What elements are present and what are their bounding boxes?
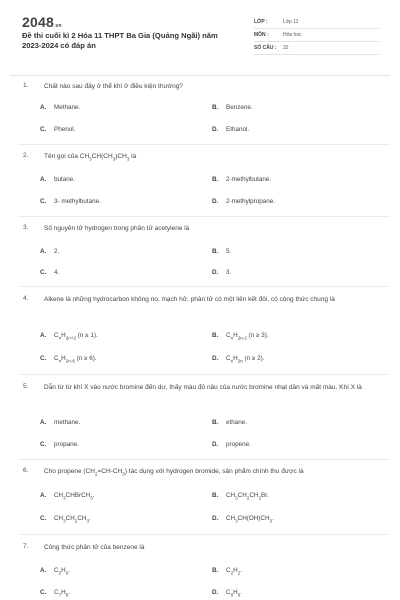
option-letter: B. — [212, 492, 219, 499]
option-text: $C_nH_{2n-2}$ (n ≥ 3). — [226, 332, 269, 341]
question-text: Công thức phân tử của benzene là — [44, 544, 145, 551]
option-b[interactable] — [212, 419, 247, 426]
option-c[interactable] — [40, 355, 97, 363]
option-b[interactable] — [212, 248, 231, 255]
option-letter: C. — [40, 441, 47, 448]
meta-subject — [254, 29, 379, 42]
option-letter: A. — [40, 332, 47, 339]
option-a[interactable] — [40, 419, 80, 426]
option-d[interactable] — [212, 126, 249, 133]
option-letter: D. — [212, 269, 219, 276]
option-text: $C_nH_{2n-6}$ (n ≥ 6). — [54, 355, 97, 364]
option-c[interactable] — [40, 515, 91, 523]
option-a[interactable] — [40, 492, 94, 500]
option-a[interactable] — [40, 104, 80, 111]
option-text: $C_2H_6$. — [54, 567, 70, 576]
option-text: $C_7H_8$. — [54, 589, 70, 598]
meta-value: 32 — [283, 45, 289, 51]
option-text: 2-methylpropane. — [226, 198, 276, 205]
question-divider — [18, 459, 390, 460]
option-d[interactable] — [212, 515, 274, 523]
option-letter: D. — [212, 355, 219, 362]
option-text: $C_nH_{2n+2}$ (n ≥ 1). — [54, 332, 98, 341]
option-letter: D. — [212, 515, 219, 522]
option-letter: C. — [40, 269, 47, 276]
question-number: 6. — [23, 467, 29, 474]
option-letter: D. — [212, 589, 219, 596]
question-number: 4. — [23, 295, 29, 302]
option-text: 3- methylbutane. — [54, 198, 101, 205]
option-letter: A. — [40, 567, 47, 574]
meta-grade — [254, 16, 379, 29]
question-divider — [18, 216, 390, 217]
option-b[interactable] — [212, 332, 269, 340]
option-letter: B. — [212, 176, 219, 183]
option-text: butane. — [54, 176, 76, 183]
question-number: 1. — [23, 82, 29, 89]
option-b[interactable] — [212, 176, 271, 183]
option-a[interactable] — [40, 332, 98, 340]
option-text: $CH_3CHBrCH_3$. — [54, 492, 95, 501]
option-text: $C_2H_2$. — [226, 567, 242, 576]
option-c[interactable] — [40, 198, 101, 205]
question-text: Alkene là những hydrocarbon không no, mạch hở, phân tử có một liên kết đôi, có công thức chung là — [44, 296, 335, 303]
option-letter: A. — [40, 176, 47, 183]
option-letter: B. — [212, 248, 219, 255]
meta-label: MÔN : — [254, 32, 269, 38]
question-divider — [18, 374, 390, 375]
option-letter: B. — [212, 332, 219, 339]
option-text: methane. — [54, 419, 81, 426]
question-text: Số nguyên tử hydrogen trong phân tử acetylene là — [44, 225, 190, 232]
option-d[interactable] — [212, 355, 264, 363]
question-text: Chất nào sau đây ở thể khí ở điều kiện thường? — [44, 83, 183, 90]
option-c[interactable] — [40, 126, 75, 133]
option-d[interactable] — [212, 198, 275, 205]
question-text: Tên gọi của $CH_3CH(CH_3)CH_3$ là — [44, 153, 137, 162]
option-letter: B. — [212, 567, 219, 574]
question-number: 3. — [23, 224, 29, 231]
option-text: 3. — [226, 269, 232, 276]
option-letter: A. — [40, 419, 47, 426]
page-header — [0, 0, 400, 75]
option-a[interactable] — [40, 567, 70, 575]
option-text: $C_6H_6$. — [226, 589, 242, 598]
question-divider — [18, 534, 390, 535]
option-text: Ethanol. — [226, 126, 250, 133]
question-divider — [18, 286, 390, 287]
option-text: $CH_3CH_2CH_2Br$. — [226, 492, 269, 501]
meta-value: Hóa học — [283, 32, 302, 38]
option-letter: A. — [40, 104, 47, 111]
option-text: $CH_3CH_2CH_3$. — [54, 515, 91, 524]
header-divider — [10, 75, 390, 76]
option-a[interactable] — [40, 248, 59, 255]
option-letter: C. — [40, 589, 47, 596]
question-number: 2. — [23, 152, 29, 159]
option-d[interactable] — [212, 441, 251, 448]
option-b[interactable] — [212, 104, 253, 111]
option-text: ethane. — [226, 419, 248, 426]
logo-suffix: .vn — [53, 23, 62, 29]
question-divider — [18, 144, 390, 145]
option-text: $CH_3CH(OH)CH_3$. — [226, 515, 274, 524]
option-letter: A. — [40, 492, 47, 499]
option-text: 2. — [54, 248, 60, 255]
question-number: 7. — [23, 543, 29, 550]
question-text: Cho propene $(CH_2=CH-CH_3)$ tác dụng với hydrogen bromide, sản phẩm chính thu được là — [44, 468, 304, 477]
option-text: 4. — [54, 269, 60, 276]
option-letter: C. — [40, 515, 47, 522]
option-text: Methane. — [54, 104, 81, 111]
option-c[interactable] — [40, 269, 59, 276]
option-letter: B. — [212, 104, 219, 111]
option-b[interactable] — [212, 567, 242, 575]
option-d[interactable] — [212, 269, 231, 276]
question-number: 5. — [23, 383, 29, 390]
option-text: 5. — [226, 248, 232, 255]
option-letter: C. — [40, 355, 47, 362]
logo-text: 2048 — [22, 14, 54, 30]
option-letter: A. — [40, 248, 47, 255]
option-d[interactable] — [212, 589, 242, 597]
option-letter: C. — [40, 126, 47, 133]
site-logo[interactable] — [22, 14, 62, 30]
option-text: $C_nH_{2n}$ (n ≥ 2). — [226, 355, 265, 364]
meta-label: SỐ CÂU : — [254, 45, 277, 51]
meta-value: Lớp 11 — [283, 19, 299, 25]
option-letter: D. — [212, 126, 219, 133]
page-title: Đề thi cuối kì 2 Hóa 11 THPT Ba Gia (Quảng Ngãi) năm 2023-2024 có đáp án — [22, 31, 218, 50]
option-letter: C. — [40, 198, 47, 205]
option-text: 2-methylbutane. — [226, 176, 272, 183]
option-text: Phenol. — [54, 126, 76, 133]
option-text: propene. — [226, 441, 251, 448]
option-letter: D. — [212, 441, 219, 448]
option-c[interactable] — [40, 589, 70, 597]
option-letter: D. — [212, 198, 219, 205]
option-c[interactable] — [40, 441, 79, 448]
meta-question-count — [254, 42, 379, 55]
option-letter: B. — [212, 419, 219, 426]
option-text: propane. — [54, 441, 79, 448]
option-text: Benzene. — [226, 104, 253, 111]
option-a[interactable] — [40, 176, 75, 183]
question-text: Dẫn từ từ khí X vào nước bromine đến dư, thấy màu đỏ nâu của nước bromine nhạt dần và mất màu. Khí X là — [44, 384, 362, 391]
meta-label: LỚP : — [254, 19, 268, 25]
option-b[interactable] — [212, 492, 269, 500]
